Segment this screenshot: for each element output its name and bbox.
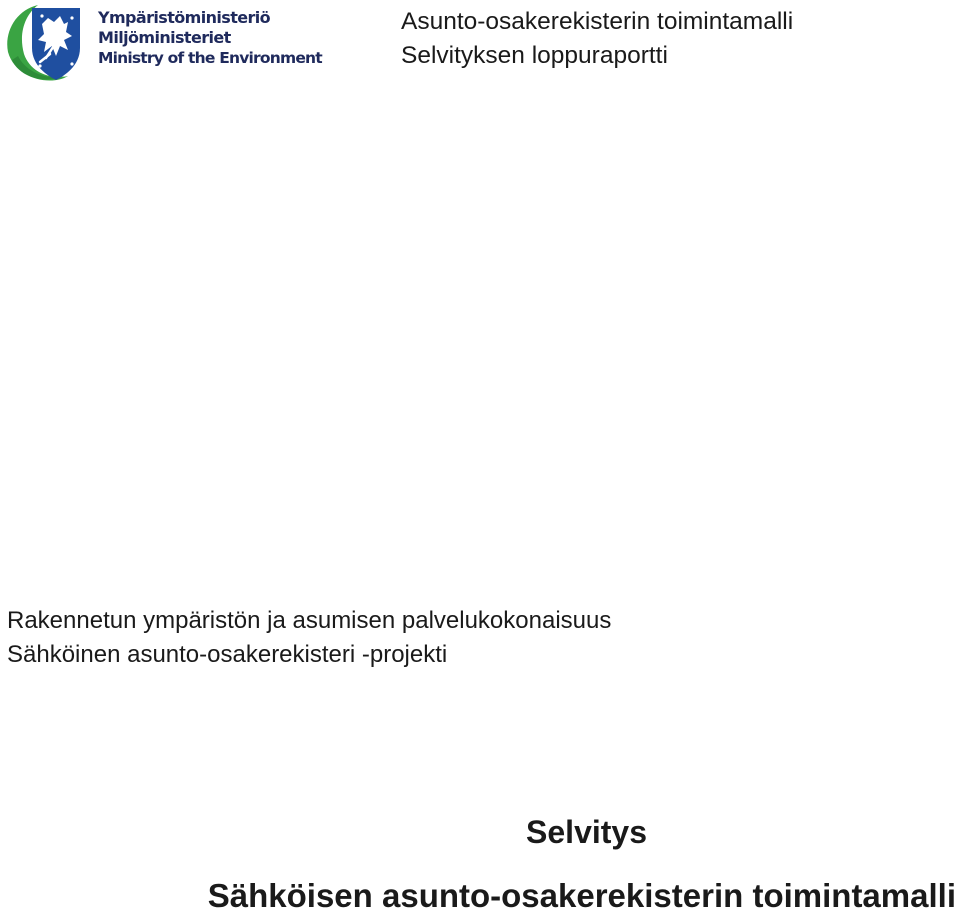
project-name: Sähköinen asunto-osakerekisteri -projekti [7,641,448,668]
logo-wordmark [98,8,322,68]
header-title [401,5,793,73]
document-type: Selvitys [526,814,647,850]
program-info [7,604,611,672]
header-title-line-1: Asunto-osakerekisterin toimintamalli [401,8,794,35]
ministry-logo [2,2,322,82]
logo-text-english: Ministry of the Environment [98,49,322,67]
logo-text-finnish: Ympäristöministeriö [98,8,271,27]
program-name: Rakennetun ympäristön ja asumisen palvelukokonaisuus [7,607,612,634]
document-title: Sähköisen asunto-osakerekisterin toimintamalli [207,877,956,914]
finnish-lion-shield-icon [2,2,88,82]
header-title-line-2: Selvityksen loppuraportti [401,42,668,69]
logo-text-swedish: Miljöministeriet [98,28,231,47]
